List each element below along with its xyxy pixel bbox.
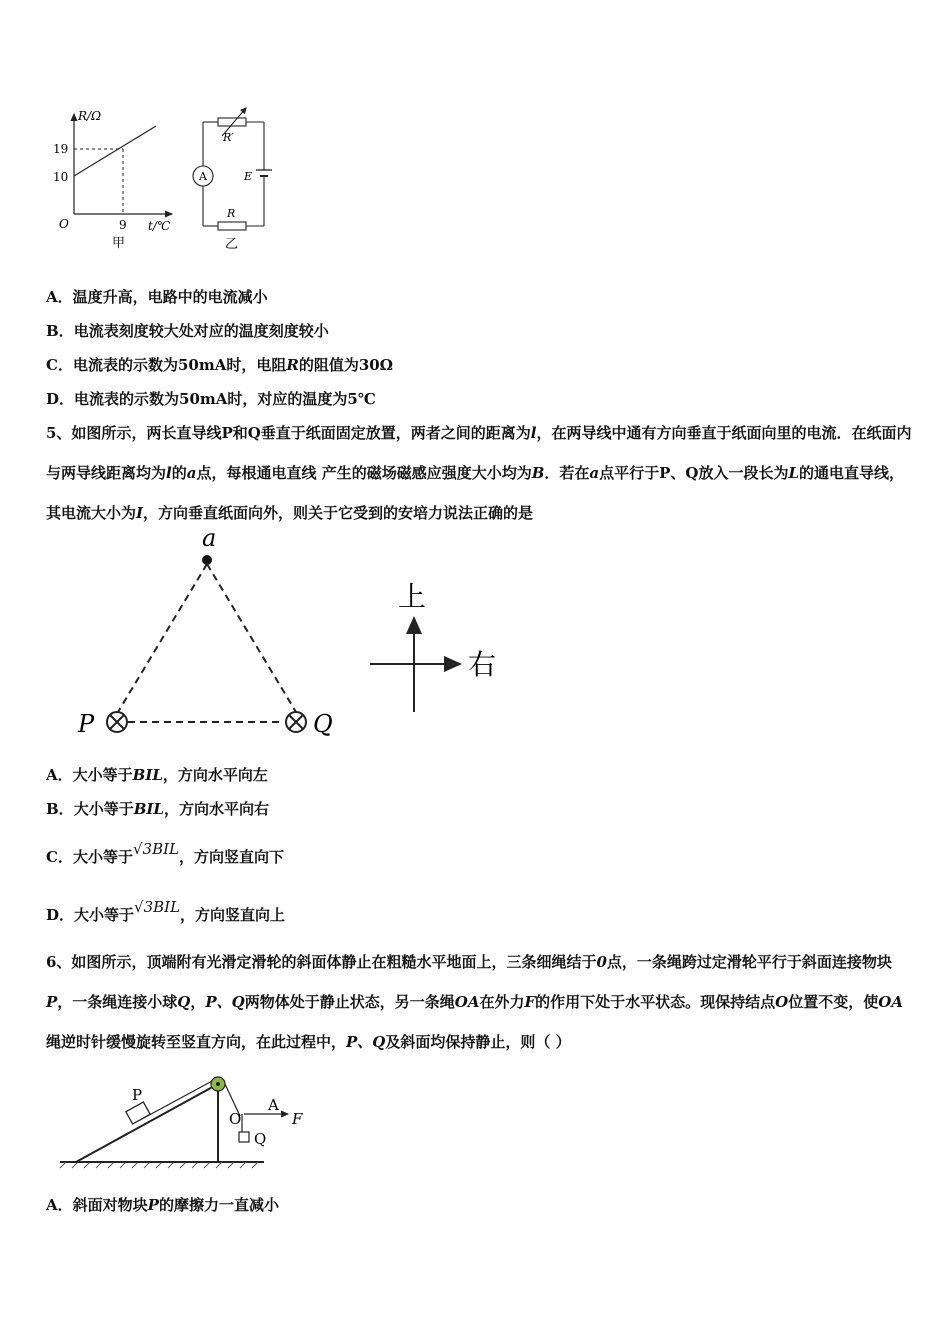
circuit-diagram [188, 104, 278, 254]
ball-q [239, 1132, 249, 1142]
force-f-label: F [292, 1110, 303, 1128]
point-a-label: A [268, 1096, 279, 1114]
sqrt-formula: √3BIL [132, 840, 179, 858]
q5-option-a[interactable]: A．大小等于BIL，方向水平向左 [46, 766, 268, 784]
q5-stem: 5、如图所示，两长直导线P和Q垂直于纸面固定放置，两者之间的距离为l，在两导线中通有方向垂直于纸面向里的电流．在纸面内与两导线距离均为l的a点，每根通电直线 产生的磁场磁感应强度大小均为B．若在a点平行于P、Q放入一段长为L的通电直导线，其电流大小为I，方向垂直纸面向外，则关于它受到的安培力说法正确的是 [46, 424, 912, 522]
r-t-line [74, 126, 156, 176]
ball-q-label: Q [254, 1130, 267, 1148]
resistor-label: R [227, 207, 236, 220]
circuit-caption: 乙 [225, 237, 239, 252]
q6-incline-figure [56, 1062, 316, 1172]
wire-q [286, 712, 306, 732]
origin-label: O [59, 217, 69, 231]
q4-option-a[interactable]: A．温度升高，电路中的电流减小 [46, 288, 268, 306]
graph-r-vs-t [50, 104, 180, 254]
q5-figure [70, 522, 510, 750]
q4-option-b[interactable]: B．电流表刻度较大处对应的温度刻度较小 [46, 322, 329, 340]
point-a [202, 555, 212, 565]
wire-q-label: Q [313, 710, 333, 738]
x-tick-9: 9 [119, 218, 127, 232]
block-p-label: P [132, 1086, 143, 1104]
q5-option-d[interactable]: D．大小等于√3BIL，方向竖直向上 [46, 898, 286, 924]
dash-a-p [118, 564, 207, 712]
dir-right-label: 右 [468, 648, 497, 681]
q6-option-a[interactable]: A．斜面对物块P的摩擦力一直减小 [46, 1196, 279, 1214]
q6-stem: 6、如图所示，顶端附有光滑定滑轮的斜面体静止在粗糙水平地面上，三条细绳结于0点，一条绳跨过定滑轮平行于斜面连接物块P，一条绳连接小球Q，P、Q两物体处于静止状态，另一条绳OA在外力F的作用下处于水平状态。现保持结点O位置不变，使OA绳逆时针缓慢旋转至竖直方向，在此过程中，P、Q及斜面均保持静止，则（ ） [46, 953, 903, 1051]
resistor [218, 222, 246, 230]
dash-a-q [207, 564, 296, 712]
q5-option-b[interactable]: B．大小等于BIL，方向水平向右 [46, 800, 269, 818]
point-a-label: a [202, 524, 217, 552]
dir-up-label: 上 [398, 580, 427, 613]
battery-label: E [244, 170, 253, 183]
q5-option-c[interactable]: C．大小等于√3BIL，方向竖直向下 [46, 840, 284, 866]
wire-p [107, 712, 127, 732]
q4-option-d[interactable]: D．电流表的示数为50mA时，对应的温度为5℃ [46, 390, 376, 408]
y-axis-label: R/Ω [78, 109, 102, 123]
x-axis-label: t/℃ [148, 219, 171, 233]
ammeter-label: A [199, 170, 207, 183]
sqrt-formula: √3BIL [134, 898, 181, 916]
y-tick-10: 10 [53, 170, 69, 184]
rheostat-label: R′ [223, 131, 234, 144]
knot-o-label: O [229, 1110, 242, 1128]
y-tick-19: 19 [53, 142, 69, 156]
q4-option-c[interactable]: C．电流表的示数为50mA时，电阻R的阻值为30Ω [46, 356, 394, 374]
incline [76, 1084, 218, 1162]
graph-caption: 甲 [112, 236, 126, 251]
block-p [126, 1102, 150, 1124]
wire-p-label: P [78, 710, 95, 738]
